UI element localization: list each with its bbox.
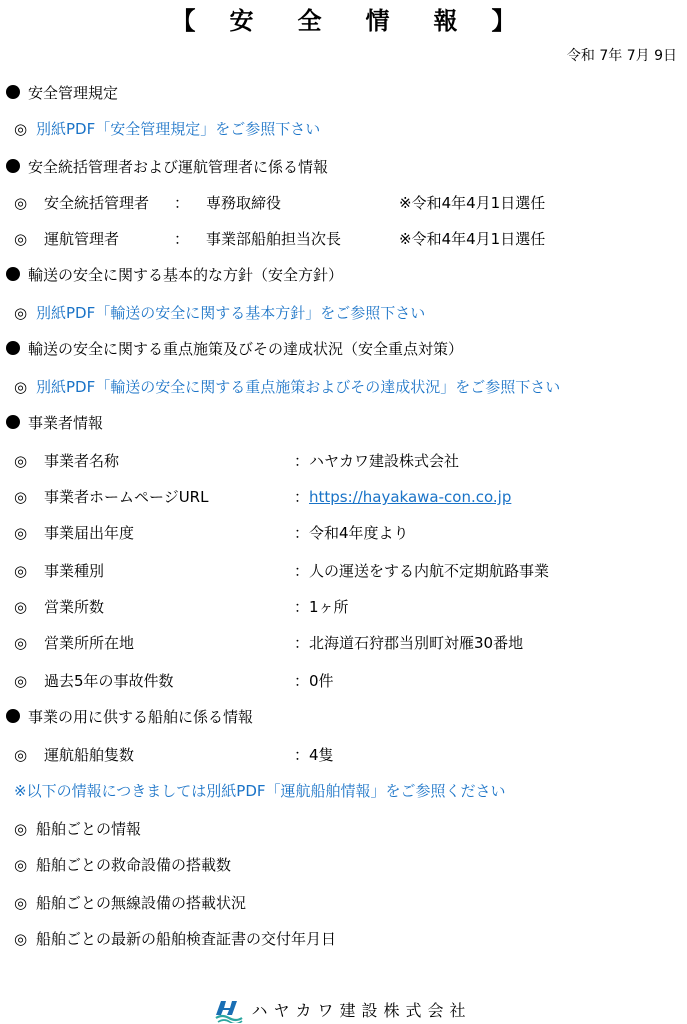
vessel-item: ◎ 船舶ごとの最新の船舶検査証書の交付年月日 [14,930,337,948]
double-circle-icon: ◎ [14,378,28,396]
info-label: 事業者名称 [44,452,120,470]
info-value: ：北海道石狩郡当別町対雁30番地 [294,634,524,652]
manager-note: ※令和4年4月1日選任 [399,230,546,248]
manager-value: 事業部船舶担当次長 [206,230,342,248]
info-label: 営業所所在地 [44,634,135,652]
info-value [294,486,511,508]
manager-label: 運航管理者 [44,230,120,248]
section-heading-safety-measures: 輸送の安全に関する重点施策及びその達成状況（安全重点対策） [6,338,463,360]
info-value: ：0件 [294,672,334,690]
page-title: 【 安 全 情 報 】 [171,7,516,35]
double-circle-icon: ◎ [14,524,28,542]
operator-info-row [14,450,614,472]
bullet-icon [6,85,20,99]
section-heading-managers: 安全統括管理者および運航管理者に係る情報 [6,156,328,178]
double-circle-icon: ◎ [14,894,28,912]
double-circle-icon: ◎ [14,120,28,138]
safety-policy-pdf-link[interactable]: 別紙PDF「輸送の安全に関する基本方針」をご参照下さい [36,304,426,322]
info-label: 事業種別 [44,562,105,580]
double-circle-icon: ◎ [14,746,28,764]
info-value: ：ハヤカワ建設株式会社 [294,452,460,470]
footer [0,998,687,1024]
manager-row [14,228,614,250]
double-circle-icon: ◎ [14,488,28,506]
section-heading-safety-policy: 輸送の安全に関する基本的な方針（安全方針） [6,264,343,286]
url-sep: ： [294,488,310,506]
double-circle-icon: ◎ [14,672,28,690]
section-heading-vessel-info: 事業の用に供する船舶に係る情報 [6,706,253,728]
company-name: ハヤカワ建設株式会社 [251,1001,472,1020]
vessel-item: ◎ 船舶ごとの無線設備の搭載状況 [14,894,247,912]
vessel-item: ◎ 船舶ごとの情報 [14,820,142,838]
info-value: ：人の運送をする内航不定期航路事業 [294,562,550,580]
bullet-icon [6,709,20,723]
safety-measures-pdf-link[interactable]: 別紙PDF「輸送の安全に関する重点施策およびその達成状況」をご参照下さい [36,378,561,396]
double-circle-icon: ◎ [14,230,28,248]
vessel-count-label: 運航船舶隻数 [44,746,135,764]
section-heading-operator-info: 事業者情報 [6,412,103,434]
bullet-icon [6,415,20,429]
safety-rules-pdf-link[interactable]: 別紙PDF「安全管理規定」をご参照下さい [36,120,321,138]
hayakawa-wave-logo-icon [215,999,243,1023]
safety-rules-link-row[interactable] [14,118,320,140]
section-heading-safety-rules: 安全管理規定 [6,82,118,104]
double-circle-icon: ◎ [14,304,28,322]
manager-sep: ： [174,230,190,248]
operator-info-row [14,596,614,618]
manager-value: 専務取締役 [206,194,282,212]
bullet-icon [6,159,20,173]
operator-info-row [14,632,614,654]
homepage-url-link[interactable]: https://hayakawa-con.co.jp [309,488,512,506]
bullet-icon [6,341,20,355]
operator-info-row [14,560,614,582]
info-label: 事業者ホームページURL [44,488,209,506]
manager-note: ※令和4年4月1日選任 [399,194,546,212]
double-circle-icon: ◎ [14,634,28,652]
info-value: ：令和4年度より [294,524,409,542]
double-circle-icon: ◎ [14,452,28,470]
safety-policy-link-row[interactable] [14,302,425,324]
double-circle-icon: ◎ [14,856,28,874]
vessel-count-value: ：4隻 [294,746,334,764]
double-circle-icon: ◎ [14,930,28,948]
operator-info-row [14,670,614,692]
safety-measures-link-row[interactable] [14,376,560,398]
double-circle-icon: ◎ [14,562,28,580]
info-value: ：1ヶ所 [294,598,349,616]
double-circle-icon: ◎ [14,194,28,212]
operator-info-row [14,522,614,544]
manager-row [14,192,614,214]
info-label: 営業所数 [44,598,105,616]
manager-label: 安全統括管理者 [44,194,150,212]
vessel-count-row [14,744,614,766]
double-circle-icon: ◎ [14,820,28,838]
manager-sep: ： [174,194,190,212]
info-label: 過去5年の事故件数 [44,672,174,690]
publish-date: 令和 7年 7月 9日 [566,48,677,64]
vessel-item: ◎ 船舶ごとの救命設備の搭載数 [14,856,232,874]
double-circle-icon: ◎ [14,598,28,616]
bullet-icon [6,267,20,281]
info-label: 事業届出年度 [44,524,135,542]
vessel-info-note-row[interactable] [14,780,506,802]
operator-info-row [14,486,614,508]
vessel-info-pdf-link[interactable]: ※以下の情報につきましては別紙PDF「運航船舶情報」をご参照ください [14,782,506,800]
